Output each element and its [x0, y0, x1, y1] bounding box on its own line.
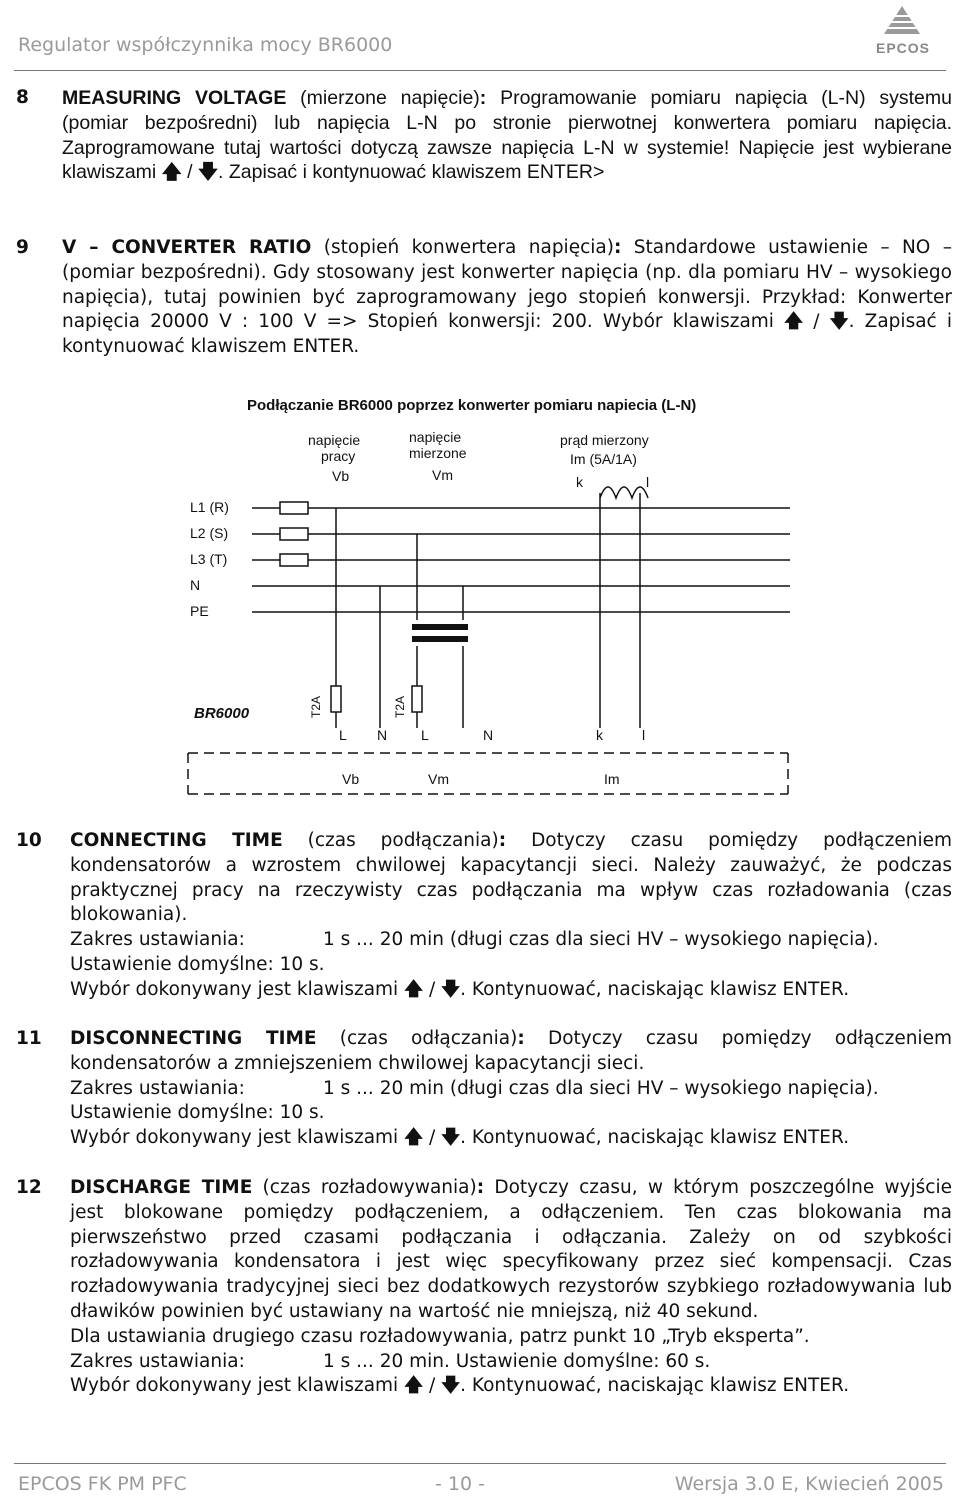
separator: / — [181, 161, 198, 184]
terminal-n2: N — [483, 727, 494, 743]
range-label: Zakres ustawiania: — [70, 1077, 245, 1099]
selection-line — [70, 1374, 952, 1399]
note-line: Dla ustawiania drugiego czasu rozładowywania, patrz punkt 10 „Tryb eksperta”. — [70, 1325, 810, 1347]
bottom-im: Im — [604, 771, 620, 787]
separator: / — [423, 1127, 442, 1149]
section-number: 10 — [16, 830, 42, 851]
section-term-desc: (mierzone napięcie) — [286, 87, 480, 109]
colon: : — [476, 1177, 485, 1198]
line-label-l2: L2 (S) — [190, 525, 229, 541]
section-term: MEASURING VOLTAGE — [62, 87, 287, 109]
default-value: Ustawienie domyślne: 10 s. — [70, 953, 325, 975]
vb-label-line1: napięcie — [308, 432, 361, 448]
range-label: Zakres ustawiania: — [70, 929, 245, 951]
section-text-end: . Zapisać i kontynuować klawiszem ENTER. — [62, 311, 952, 358]
diagram-title: Podłączanie BR6000 poprzez konwerter pomiaru napiecia (L-N) — [247, 397, 697, 414]
section-text-end: . Zapisać i kontynuować klawiszem ENTER> — [218, 161, 605, 184]
section-term: V – CONVERTER RATIO — [62, 237, 312, 258]
colon: : — [613, 237, 622, 258]
section-term: CONNECTING TIME — [70, 830, 283, 851]
range-value: 1 s ... 20 min (długi czas dla sieci HV – wysokiego napięcia). — [323, 929, 879, 951]
range-value: 1 s ... 20 min (długi czas dla sieci HV – wysokiego napięcia). — [323, 1077, 879, 1099]
arrow-up-icon: 🡅 — [161, 161, 182, 184]
separator: / — [803, 311, 830, 333]
footer-left: EPCOS FK PM PFC — [18, 1473, 187, 1495]
vb-label-line2: pracy — [321, 448, 356, 464]
arrow-down-icon: 🡇 — [829, 311, 849, 333]
section-number: 12 — [16, 1177, 42, 1198]
range-line — [70, 928, 952, 953]
arrow-up-icon: 🡅 — [784, 311, 804, 333]
section-term: DISCHARGE TIME — [70, 1177, 253, 1198]
terminal-n1: N — [377, 727, 388, 743]
section-number: 8 — [16, 87, 29, 108]
wiring-diagram — [180, 388, 795, 803]
section-9 — [16, 236, 952, 360]
bottom-vm: Vm — [428, 771, 449, 787]
colon: : — [498, 830, 507, 851]
selection-text-end: . Kontynuować, naciskając klawisz ENTER. — [460, 1127, 850, 1149]
arrow-down-icon: 🡇 — [441, 978, 461, 1000]
vm-label-line1: napięcie — [409, 429, 462, 445]
arrow-up-icon: 🡅 — [404, 978, 424, 1000]
footer-version: Wersja 3.0 E, Kwiecień 2005 — [674, 1473, 944, 1495]
separator: / — [423, 978, 442, 1000]
fuse-label-2: T2A — [393, 695, 407, 718]
vm-label-line2: mierzone — [409, 445, 467, 461]
range-value: 1 s ... 20 min. Ustawienie domyślne: 60 s. — [323, 1350, 711, 1372]
vm-label-line3: Vm — [432, 467, 453, 483]
terminal-l: l — [642, 727, 646, 743]
line-label-l1: L1 (R) — [190, 499, 229, 515]
selection-text-end: . Kontynuować, naciskając klawisz ENTER. — [460, 1375, 850, 1397]
arrow-down-icon: 🡇 — [441, 1375, 461, 1397]
terminal-l2: L — [421, 727, 429, 743]
section-text: Dotyczy czasu pomiędzy podłączeniem kondensatorów a wzrostem chwilowej kapacytancji sieci. Należy zauważyć, że podczas praktycznej pracy na rzeczywisty czas podłączania ma wpływ czas rozładowania (czas blokowania). — [70, 830, 953, 926]
colon: : — [517, 1028, 525, 1049]
section-number: 9 — [16, 237, 29, 258]
selection-text: Wybór dokonywany jest klawiszami — [70, 1375, 405, 1397]
selection-text: Wybór dokonywany jest klawiszami — [70, 978, 405, 1000]
section-term-desc: (czas podłączania) — [282, 830, 499, 851]
section-text: Standardowe ustawienie – NO – (pomiar bezpośredni). Gdy stosowany jest konwerter napięcia (np. dla pomiaru HV – wysokiego napięcia), tutaj powinien być zaprogramowany jego stopień konwersji. Przykład: Konwerter napięcia 20000 V : 100 V => Stopień konwersji: 200. Wybór klawiszami — [62, 237, 953, 333]
device-label: BR6000 — [194, 705, 250, 722]
section-text: Dotyczy czasu pomiędzy odłączeniem kondensatorów a zmniejszeniem chwilowej kapacytancji sieci. — [70, 1028, 952, 1074]
arrow-down-icon: 🡇 — [441, 1127, 461, 1149]
line-label-n: N — [190, 577, 201, 593]
colon: : — [479, 87, 487, 109]
terminal-k: k — [596, 727, 603, 743]
selection-text-end: . Kontynuować, naciskając klawisz ENTER. — [460, 978, 850, 1000]
selection-line — [70, 1126, 952, 1151]
fuse-label-1: T2A — [309, 695, 323, 718]
footer-divider — [14, 1463, 946, 1464]
vb-label-line3: Vb — [332, 468, 350, 484]
section-body — [70, 829, 952, 1003]
section-term-desc: (czas odłączania) — [316, 1028, 518, 1049]
section-8 — [16, 86, 952, 185]
section-term-desc: (czas rozładowywania) — [252, 1177, 477, 1198]
selection-line — [70, 978, 952, 1003]
section-number: 11 — [16, 1028, 42, 1049]
section-body — [70, 1176, 952, 1399]
line-label-pe: PE — [190, 603, 209, 619]
section-10 — [16, 829, 952, 1003]
section-term: DISCONNECTING TIME — [70, 1028, 317, 1049]
arrow-up-icon: 🡅 — [404, 1127, 424, 1149]
page-number: - 10 - — [435, 1473, 485, 1495]
section-text: Programowanie pomiaru napięcia (L-N) systemu (pomiar bezpośredni) lub napięcia L-N po stronie pierwotnej konwertera pomiaru napięcia. Zaprogramowane tutaj wartości dotyczą zawsze napięcia L-N w systemie! Napięcie jest wybierane klawiszami — [62, 87, 952, 184]
im-label-line1: prąd mierzony — [560, 432, 649, 448]
arrow-down-icon: 🡇 — [198, 161, 219, 184]
document-title: Regulator współczynnika mocy BR6000 — [18, 34, 393, 56]
logo-text: EPCOS — [875, 40, 930, 56]
ct-l-label: l — [646, 474, 650, 490]
arrow-up-icon: 🡅 — [404, 1375, 424, 1397]
section-body — [62, 236, 952, 360]
ct-k-label: k — [576, 474, 583, 490]
bottom-vb: Vb — [342, 771, 360, 787]
page-header — [14, 0, 946, 72]
range-label: Zakres ustawiania: — [70, 1350, 245, 1372]
section-12 — [16, 1176, 952, 1399]
section-body — [70, 1027, 952, 1151]
range-line — [70, 1077, 952, 1102]
separator: / — [423, 1375, 442, 1397]
section-term-desc: (stopień konwertera napięcia) — [311, 237, 614, 258]
line-label-l3: L3 (T) — [190, 551, 228, 567]
header-divider — [14, 70, 946, 71]
section-body — [62, 86, 952, 185]
section-text: Dotyczy czasu, w którym poszczególne wyjście jest blokowane pomiędzy podłączeniem, a odłączeniem. Ten czas blokowania ma pierwszeństwo przed czasami podłączania i odłączania. Zależy on od szybkości rozładowywania kondensatora i jest więc specyfikowany przez sieć kompensacji. Czas rozładowywania tradycyjnej sieci bez dodatkowych rezystorów szybkiego rozładowywania lub dławików powinien być ustawiany na wartość nie mniejszą, niż 40 sekund. — [70, 1177, 952, 1322]
range-line — [70, 1350, 952, 1375]
terminal-l1: L — [339, 727, 347, 743]
section-11 — [16, 1027, 952, 1151]
default-value: Ustawienie domyślne: 10 s. — [70, 1102, 325, 1124]
im-label-line2: Im (5A/1A) — [570, 451, 637, 467]
selection-text: Wybór dokonywany jest klawiszami — [70, 1127, 405, 1149]
